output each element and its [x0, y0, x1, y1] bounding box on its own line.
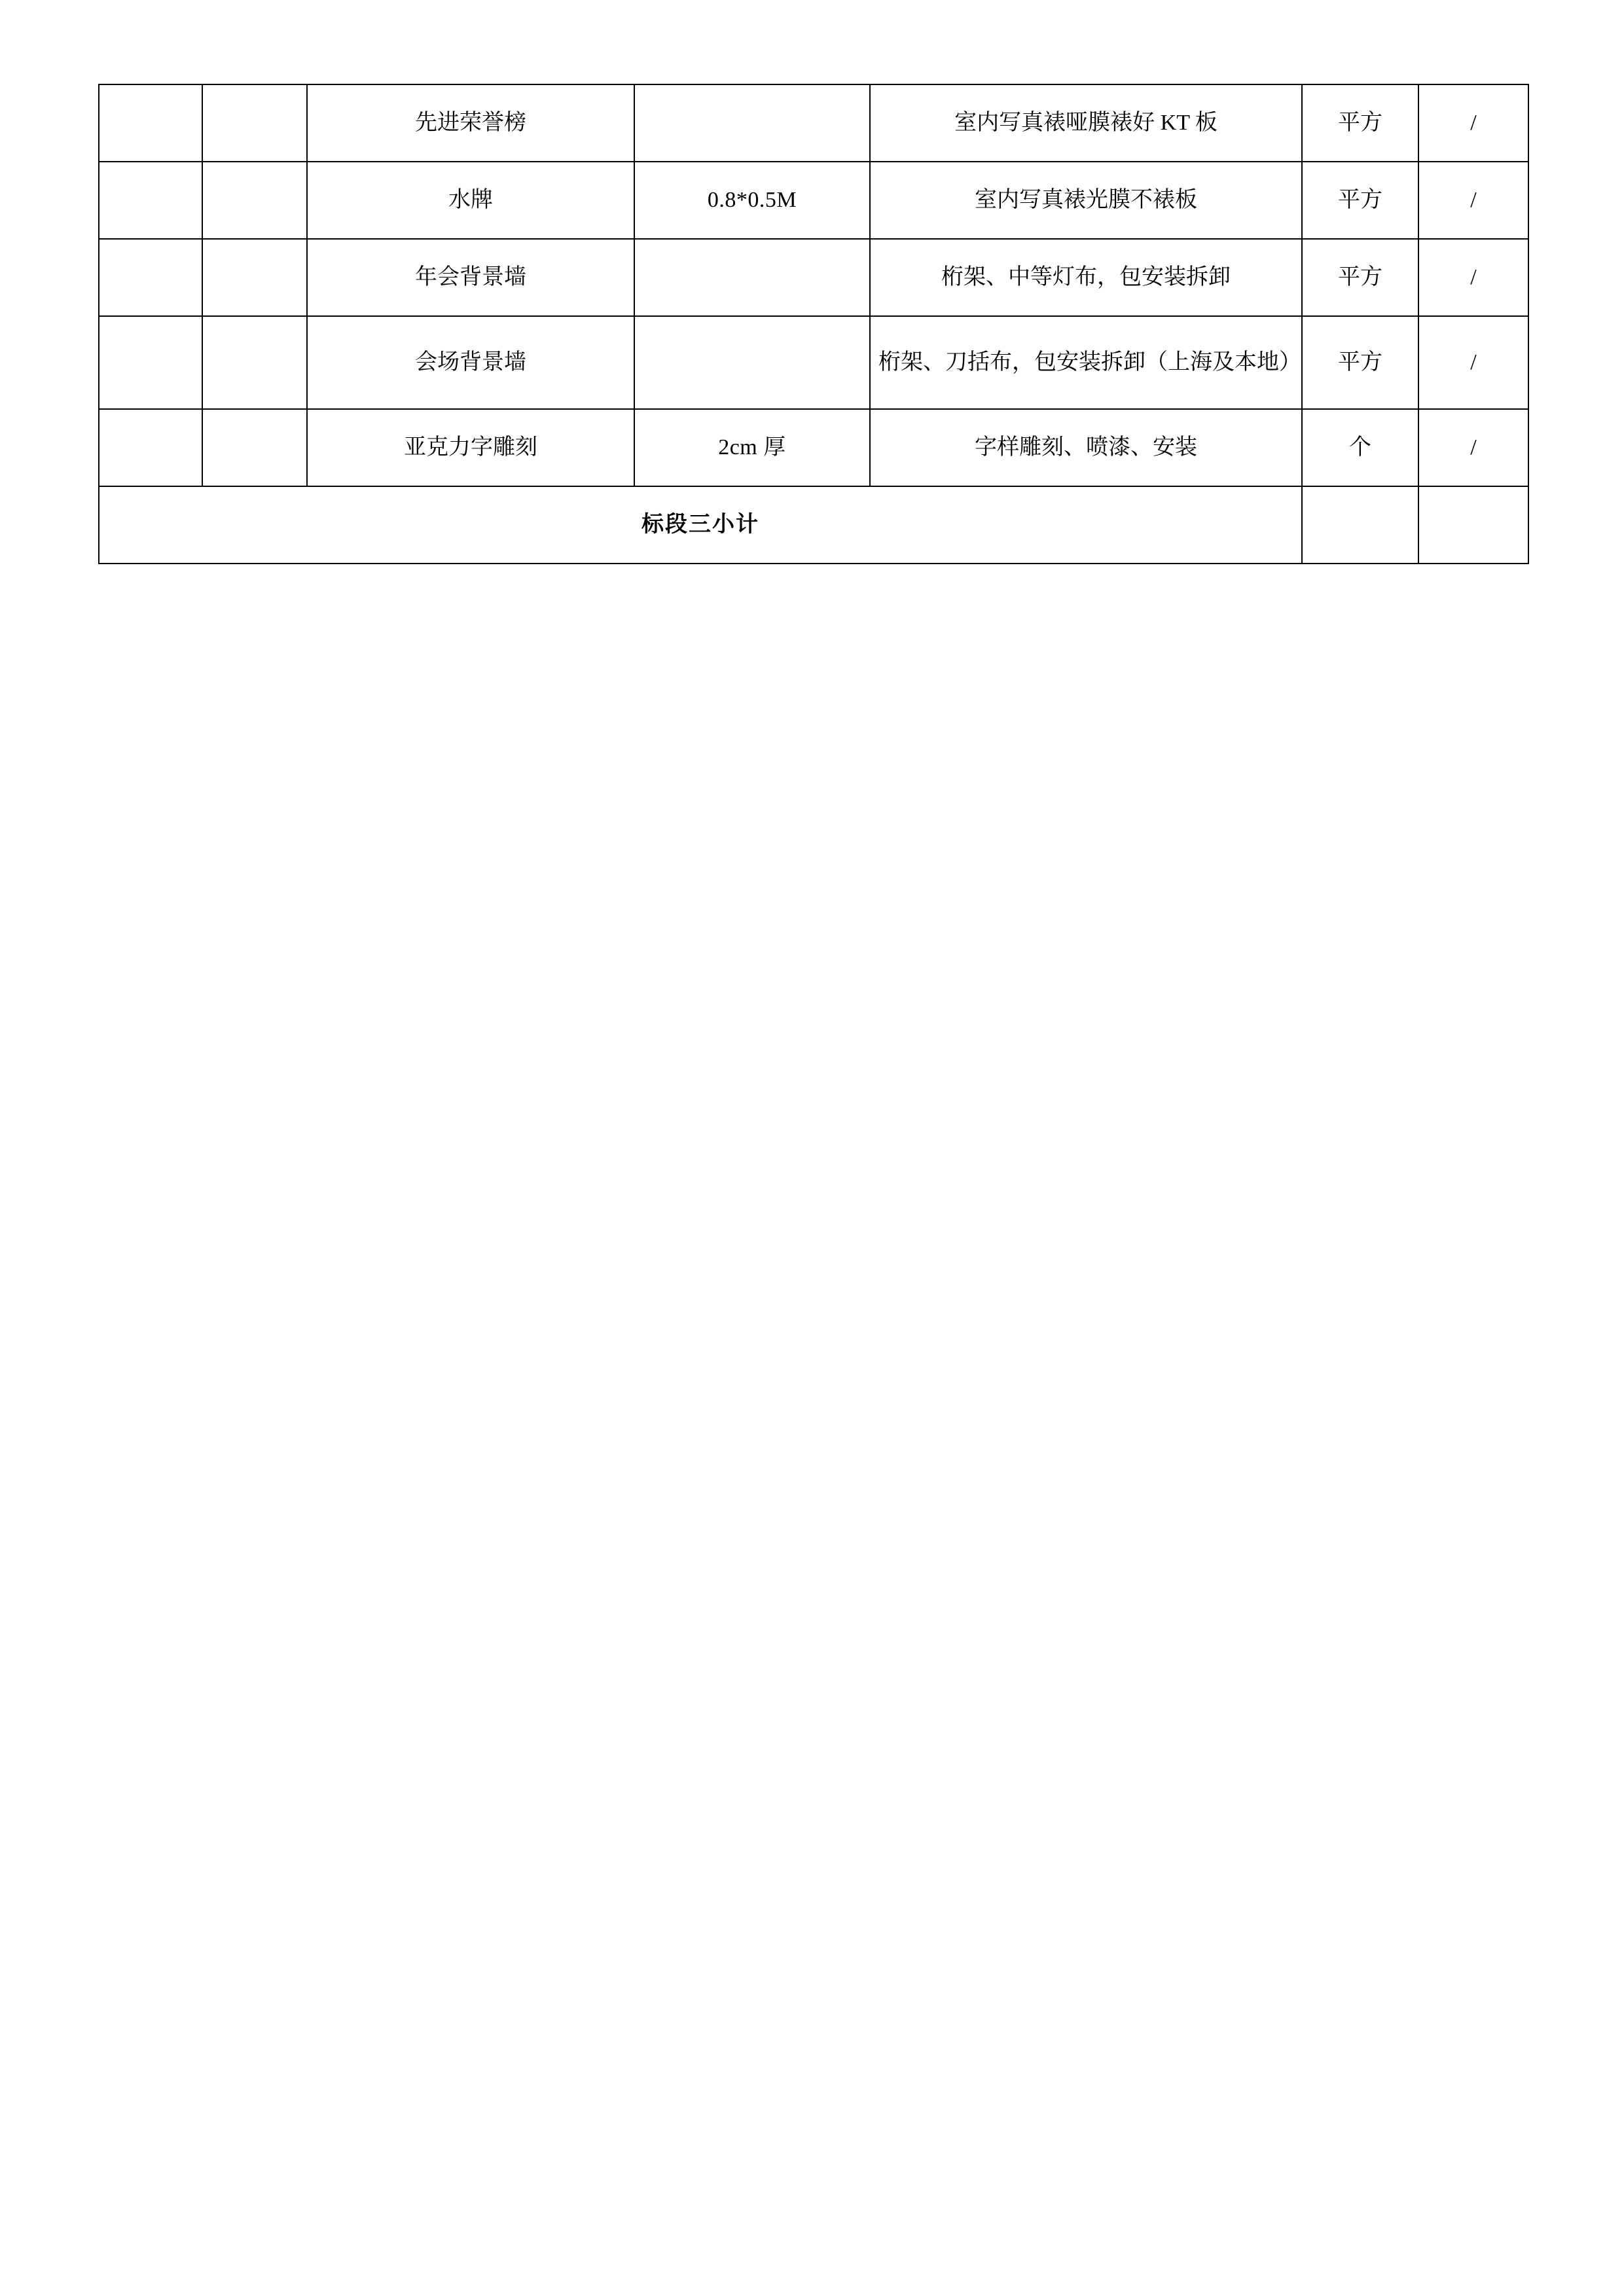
- table-row: [99, 84, 1528, 162]
- cell-col1: [99, 409, 202, 486]
- table-row: [99, 162, 1528, 239]
- cell-value: /: [1418, 84, 1528, 162]
- cell-col1: [99, 239, 202, 316]
- cell-item-name: 会场背景墙: [307, 316, 634, 409]
- table-row: [99, 316, 1528, 409]
- cell-item-name: 先进荣誉榜: [307, 84, 634, 162]
- cell-item-name: 亚克力字雕刻: [307, 409, 634, 486]
- subtotal-label: 标段三小计: [99, 486, 1302, 564]
- cell-description: 字样雕刻、喷漆、安装: [870, 409, 1302, 486]
- cell-col2: [202, 409, 307, 486]
- cell-value: /: [1418, 162, 1528, 239]
- cell-col1: [99, 84, 202, 162]
- subtotal-unit: [1302, 486, 1418, 564]
- table-row: [99, 409, 1528, 486]
- cell-description: 室内写真裱光膜不裱板: [870, 162, 1302, 239]
- cell-value: /: [1418, 409, 1528, 486]
- cell-unit: 平方: [1302, 84, 1418, 162]
- subtotal-value: [1418, 486, 1528, 564]
- cell-col2: [202, 84, 307, 162]
- cell-spec: 0.8*0.5M: [634, 162, 870, 239]
- cell-col2: [202, 239, 307, 316]
- cell-unit: 个: [1302, 409, 1418, 486]
- cell-col1: [99, 316, 202, 409]
- cell-description: 桁架、刀括布，包安装拆卸（上海及本地）: [870, 316, 1302, 409]
- cell-unit: 平方: [1302, 316, 1418, 409]
- cell-col2: [202, 316, 307, 409]
- cell-col2: [202, 162, 307, 239]
- cell-unit: 平方: [1302, 162, 1418, 239]
- cell-col1: [99, 162, 202, 239]
- items-table: [98, 84, 1529, 564]
- cell-value: /: [1418, 316, 1528, 409]
- cell-spec: [634, 316, 870, 409]
- cell-description: 桁架、中等灯布，包安装拆卸: [870, 239, 1302, 316]
- cell-value: /: [1418, 239, 1528, 316]
- cell-description: 室内写真裱哑膜裱好 KT 板: [870, 84, 1302, 162]
- cell-unit: 平方: [1302, 239, 1418, 316]
- cell-spec: 2cm 厚: [634, 409, 870, 486]
- cell-spec: [634, 239, 870, 316]
- cell-spec: [634, 84, 870, 162]
- cell-item-name: 年会背景墙: [307, 239, 634, 316]
- cell-item-name: 水牌: [307, 162, 634, 239]
- table-subtotal-row: [99, 486, 1528, 564]
- table-row: [99, 239, 1528, 316]
